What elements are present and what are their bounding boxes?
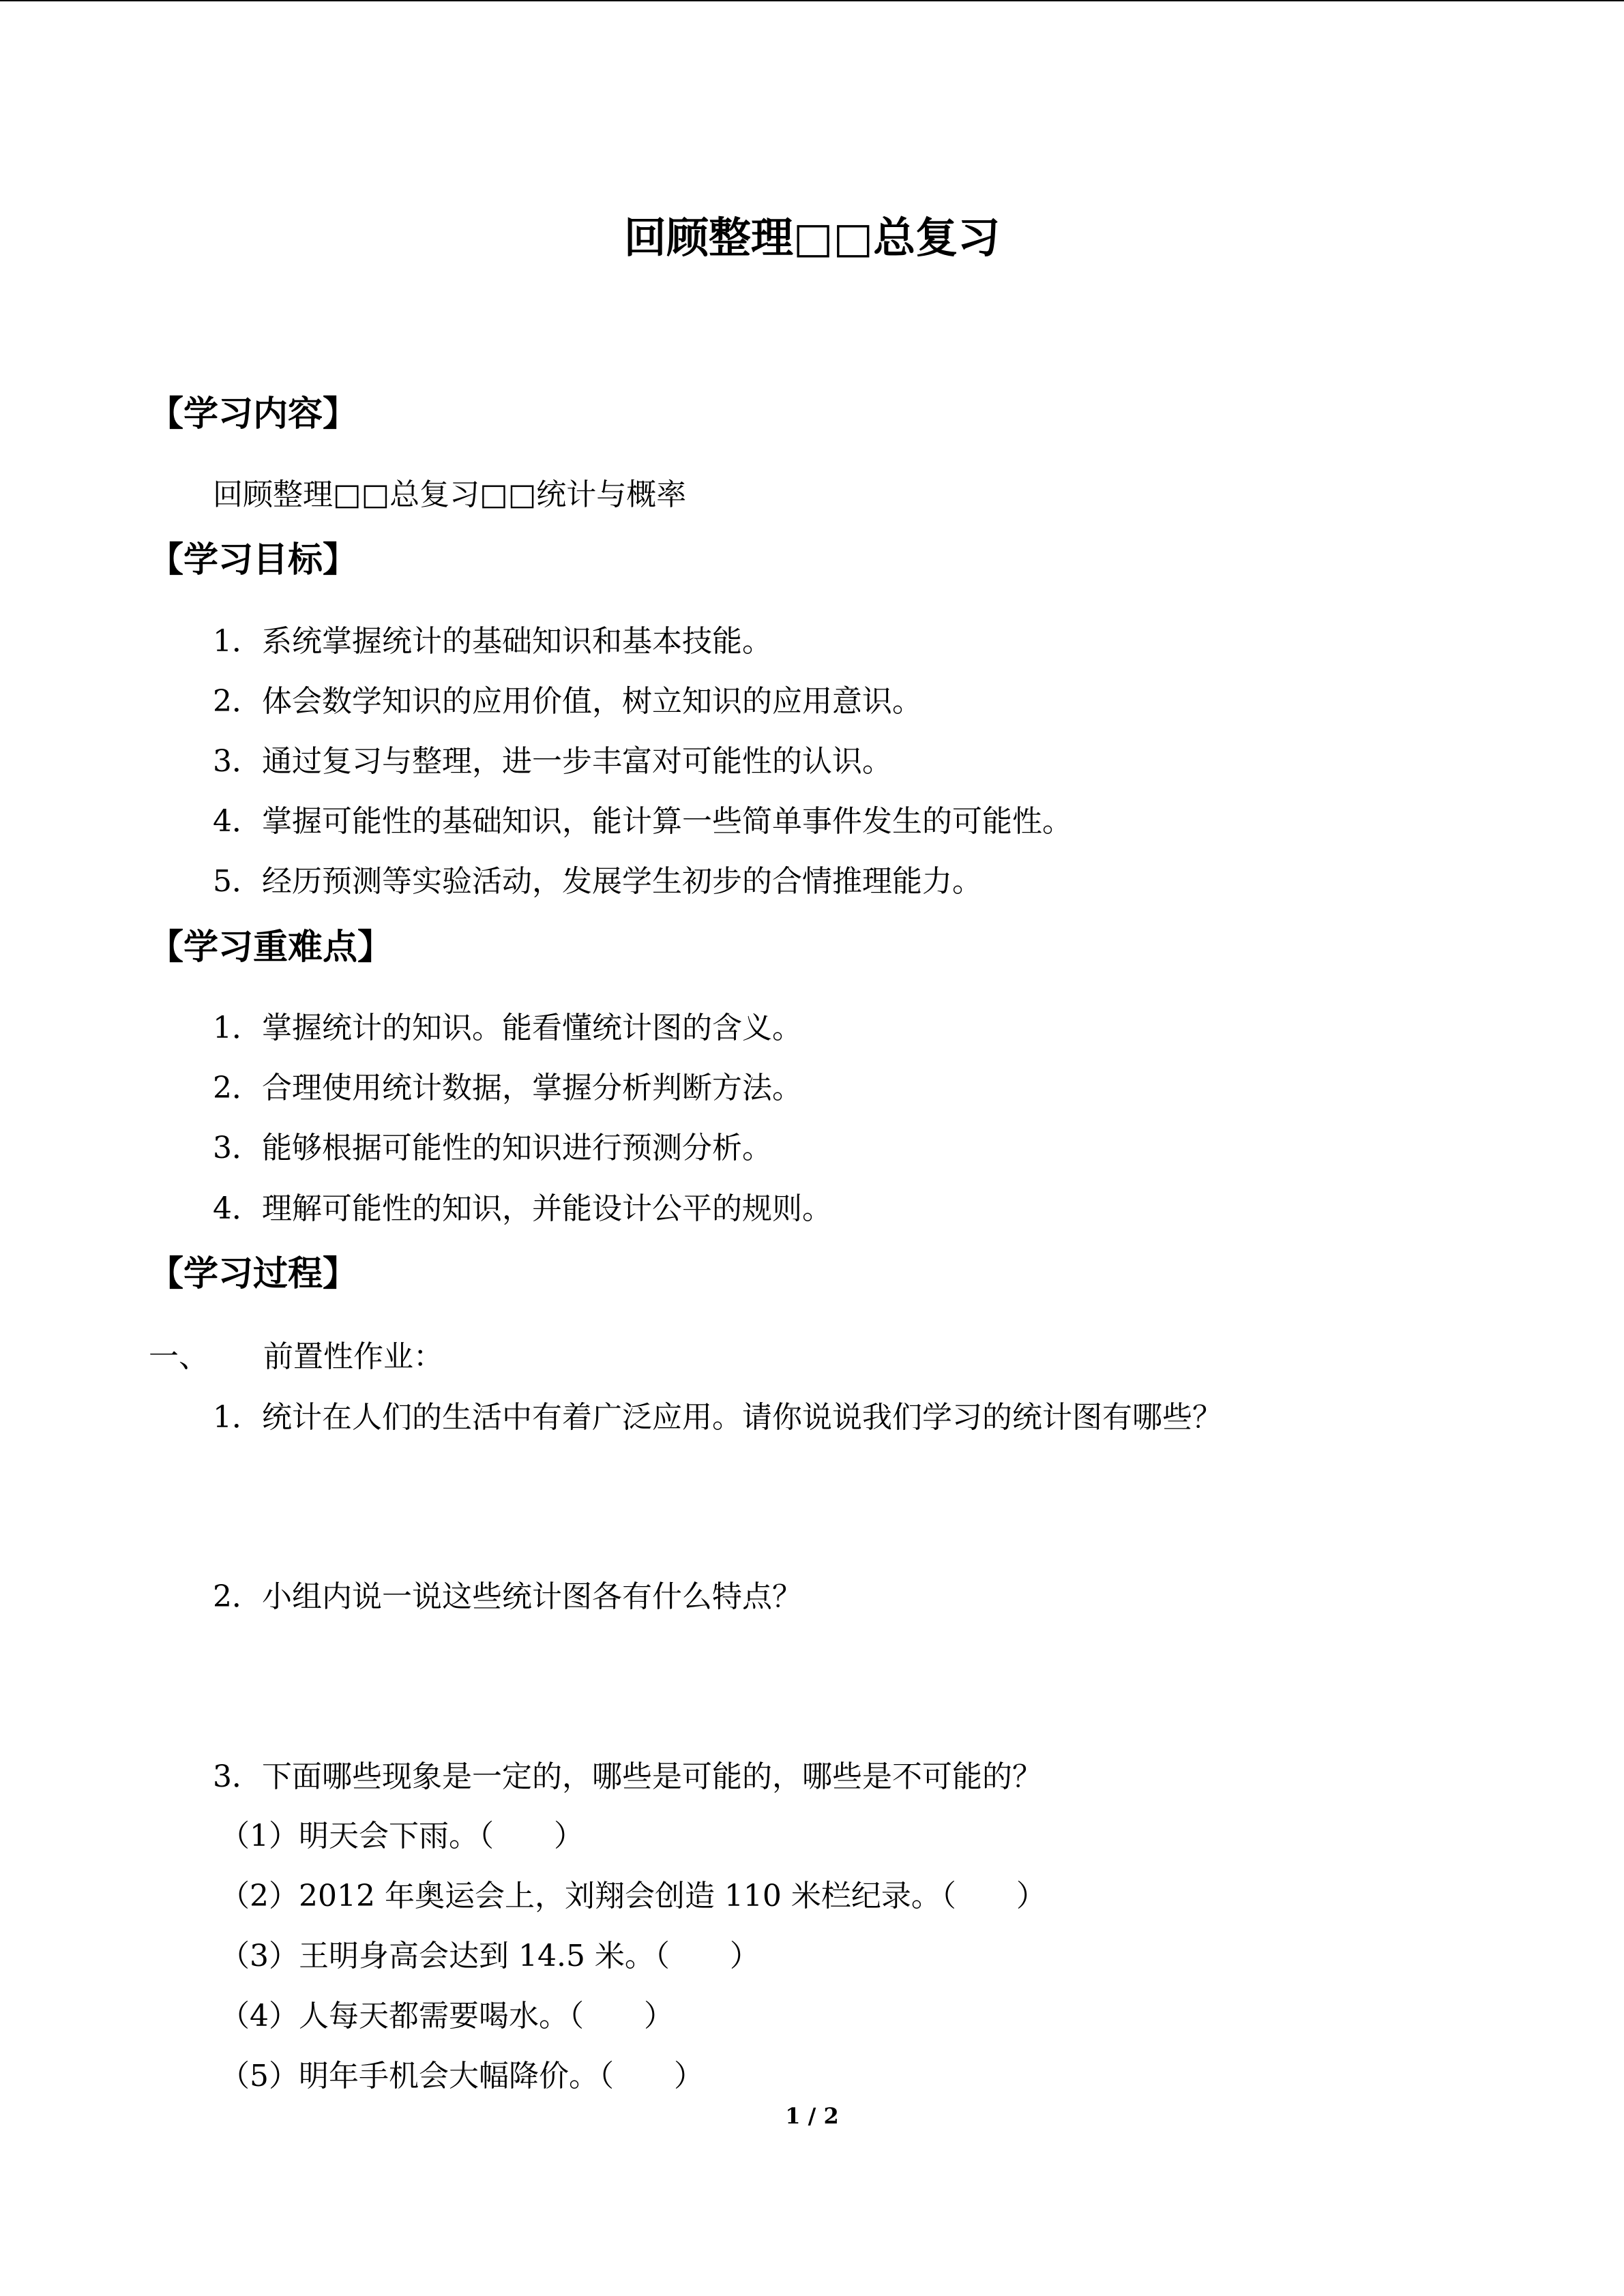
goal-item: 1．系统掌握统计的基础知识和基本技能。	[213, 624, 772, 659]
sub-question-item: （3）王明身高会达到 14.5 米。（ ）	[220, 1939, 760, 1973]
section-heading-key-points: 【学习重难点】	[149, 927, 393, 968]
goal-item: 5．经历预测等实验活动，发展学生初步的合情推理能力。	[213, 864, 982, 899]
part-title: 前置性作业：	[263, 1339, 443, 1374]
question-item: 1．统计在人们的生活中有着广泛应用。请你说说我们学习的统计图有哪些？	[213, 1400, 1222, 1435]
question-item: 2．小组内说一说这些统计图各有什么特点？	[213, 1579, 802, 1614]
key-point-item: 3．能够根据可能性的知识进行预测分析。	[213, 1131, 772, 1165]
goal-item: 3．通过复习与整理，进一步丰富对可能性的认识。	[213, 744, 892, 779]
sub-question-item: （2）2012 年奥运会上，刘翔会创造 110 米栏纪录。（ ）	[220, 1879, 1046, 1913]
section-heading-goals: 【学习目标】	[149, 540, 358, 580]
key-point-item: 1．掌握统计的知识。能看懂统计图的含义。	[213, 1011, 802, 1045]
question-item: 3．下面哪些现象是一定的，哪些是可能的，哪些是不可能的？	[213, 1759, 1042, 1794]
goal-item: 4．掌握可能性的基础知识，能计算一些简单事件发生的可能性。	[213, 804, 1072, 839]
section-heading-content: 【学习内容】	[149, 394, 358, 434]
key-point-item: 2．合理使用统计数据，掌握分析判断方法。	[213, 1071, 802, 1105]
sub-question-item: （1）明天会下雨。（ ）	[220, 1819, 584, 1853]
goal-item: 2．体会数学知识的应用价值，树立知识的应用意识。	[213, 684, 922, 719]
sub-question-item: （5）明年手机会大幅降价。（ ）	[220, 2059, 704, 2093]
sub-question-item: （4）人每天都需要喝水。（ ）	[220, 1999, 674, 2033]
content-text: 回顾整理□□总复习□□统计与概率	[213, 477, 687, 512]
document-title: 回顾整理□□总复习	[623, 213, 1001, 263]
section-heading-process: 【学习过程】	[149, 1254, 358, 1294]
page-number: 1 / 2	[785, 2103, 839, 2129]
part-marker: 一、	[149, 1339, 209, 1374]
key-point-item: 4．理解可能性的知识，并能设计公平的规则。	[213, 1191, 832, 1226]
